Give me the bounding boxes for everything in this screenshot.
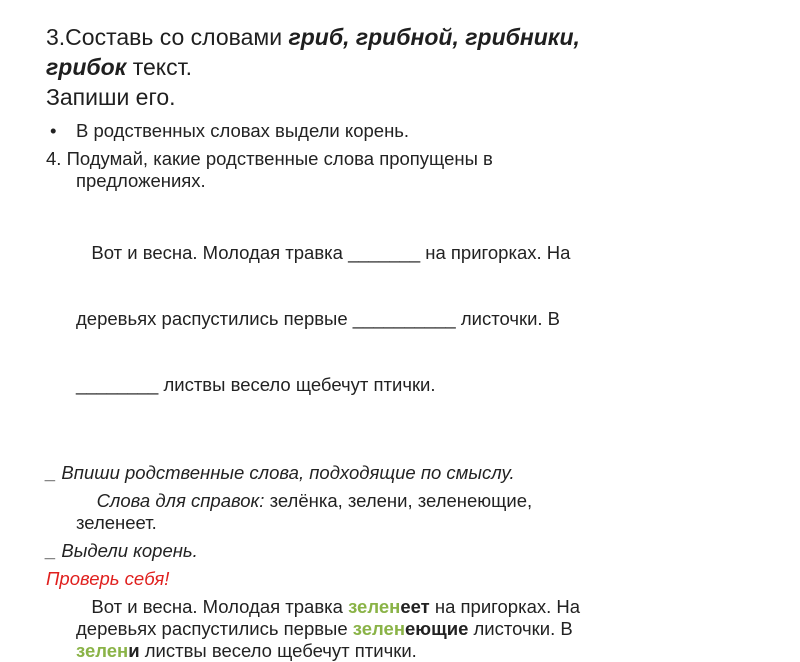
hint-line-1 xyxy=(76,490,766,512)
answer-line-2-start: деревьях распустились первые xyxy=(76,618,353,639)
title-line-3: Запиши его. xyxy=(46,84,176,110)
answer-line-3-end: листвы весело щебечут птички. xyxy=(139,640,417,661)
task-title xyxy=(46,22,766,112)
exercise-line-2: деревьях распустились первые __________ листочки. В xyxy=(76,308,561,329)
answer-word-2-ending: еющие xyxy=(405,618,469,639)
answer-word-1-ending: еет xyxy=(400,596,430,617)
title-line-1 xyxy=(46,22,766,52)
instruction-fill-in: _ Впиши родственные слова, подходящие по смыслу. xyxy=(46,462,515,483)
title-line-2 xyxy=(46,52,766,82)
task-4-line-2: предложениях. xyxy=(76,170,206,191)
instruction-root: _ Выдели корень. xyxy=(46,540,198,561)
answer-word-2-root: зелен xyxy=(352,618,406,639)
answer-line-1 xyxy=(76,596,766,618)
answer-text xyxy=(46,596,766,662)
answer-line-2-end: листочки. В xyxy=(468,618,573,639)
title-word-gribok: грибок xyxy=(46,54,127,80)
hint-line-2: зеленеет. xyxy=(76,512,157,533)
answer-word-1-root: зелен xyxy=(348,596,401,617)
hint-label: Слова для справок: xyxy=(96,490,265,511)
check-yourself-label: Проверь себя! xyxy=(46,568,170,589)
task-4 xyxy=(46,148,766,192)
answer-line-3 xyxy=(76,640,766,662)
exercise-line-3: ________ листвы весело щебечут птички. xyxy=(76,374,436,395)
task-4-line-1: 4. Подумай, какие родственные слова пропущены в xyxy=(46,148,493,169)
bullet-text: В родственных словах выдели корень. xyxy=(76,120,410,141)
title-words: гриб, грибной, грибники, xyxy=(288,24,580,50)
answer-line-2 xyxy=(76,618,766,640)
bullet-icon: • xyxy=(50,120,57,141)
title-line-2-rest: текст. xyxy=(126,54,192,80)
exercise-text xyxy=(46,198,766,440)
answer-line-1-start: Вот и весна. Молодая травка xyxy=(76,596,349,617)
hint-block xyxy=(46,490,766,534)
bullet-item xyxy=(46,120,766,142)
task-body xyxy=(46,120,766,662)
answer-word-3-ending: и xyxy=(128,640,140,661)
hint-words: зелёнка, зелени, зеленеющие, xyxy=(264,490,533,511)
answer-line-1-end: на пригорках. На xyxy=(429,596,581,617)
exercise-line-1: Вот и весна. Молодая травка _______ на пригорках. На xyxy=(76,242,571,263)
answer-word-3-root: зелен xyxy=(76,640,129,661)
title-prefix: 3.Составь со словами xyxy=(46,24,289,50)
